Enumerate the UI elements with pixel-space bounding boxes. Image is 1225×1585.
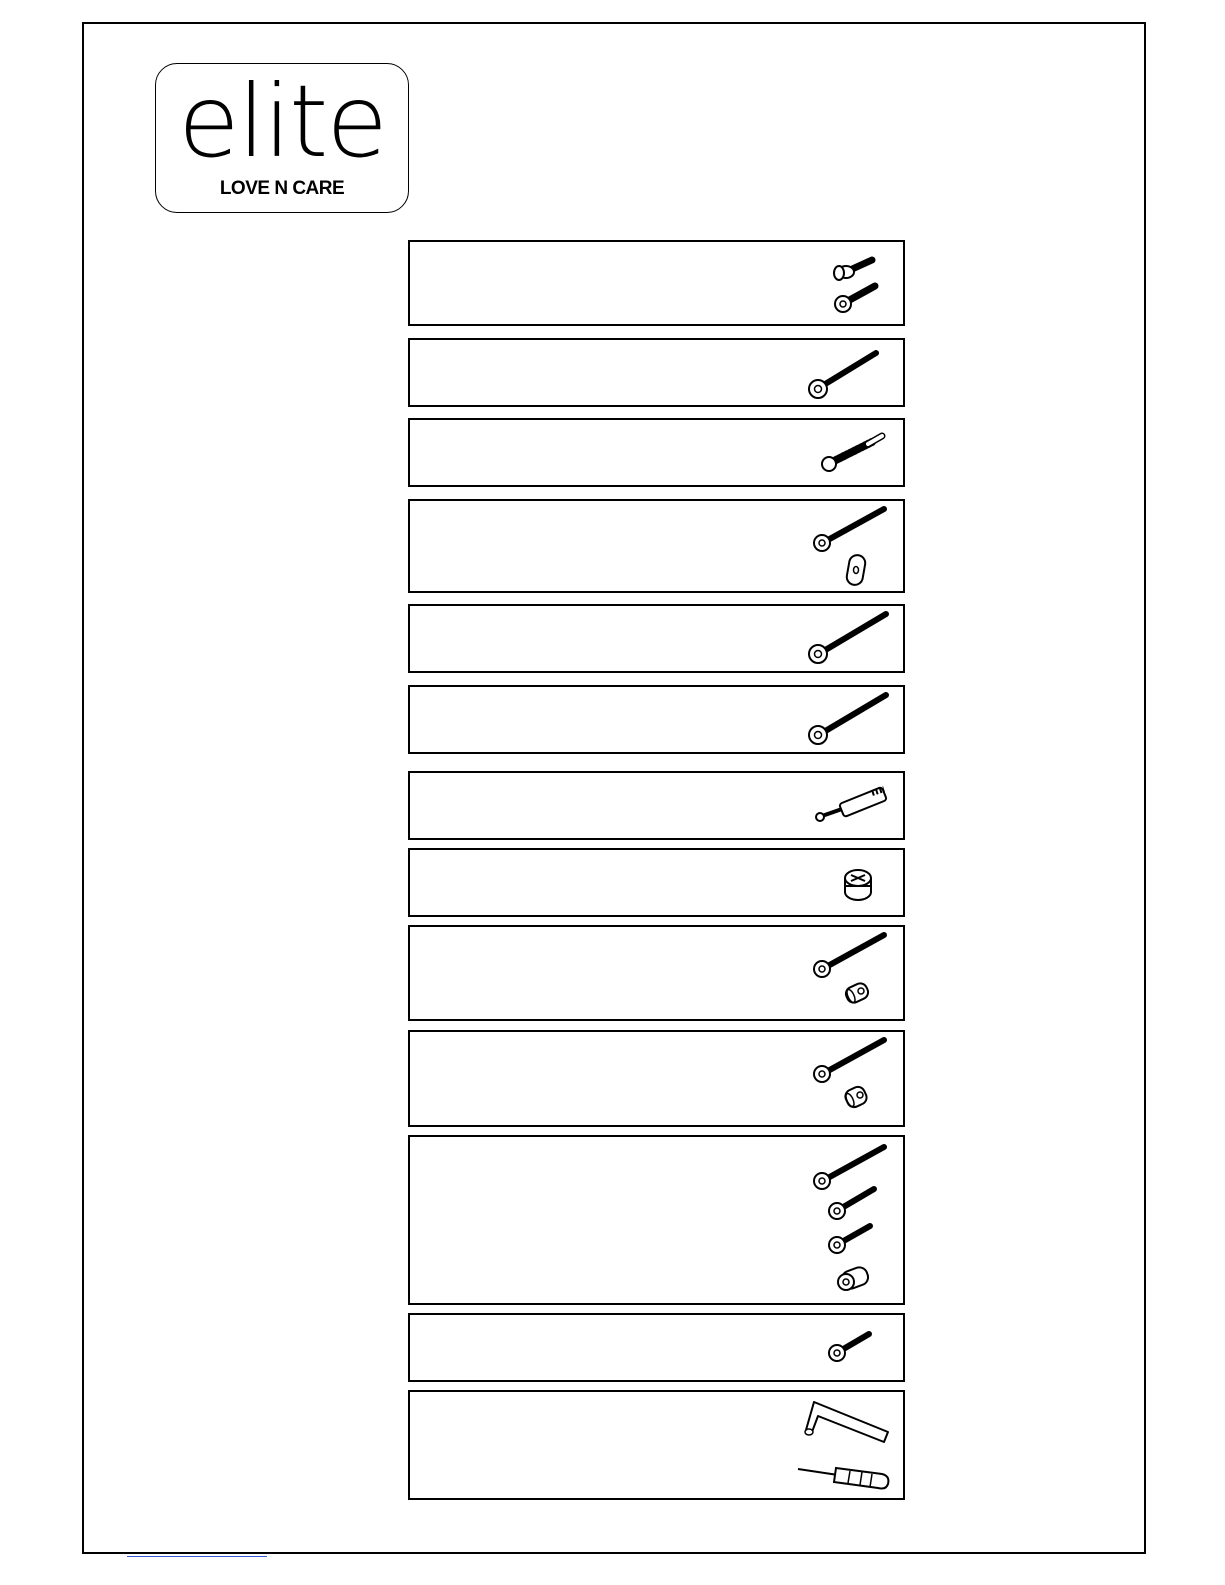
long-bolt-icon <box>814 1040 884 1082</box>
logo-wordmark: elite <box>178 63 386 180</box>
short-bolt-with-washer-icon <box>834 260 872 280</box>
barrel-nut-icon <box>844 981 871 1005</box>
hardware-box <box>408 499 905 593</box>
hardware-box <box>408 1135 905 1305</box>
medium-bolt-icon <box>829 1226 870 1253</box>
hardware-box <box>408 338 905 407</box>
logo-tagline: LOVE N CARE <box>219 178 345 199</box>
hardware-box <box>408 1390 905 1500</box>
short-bolt-icon <box>829 1334 869 1361</box>
barrel-nut-icon <box>843 1085 869 1110</box>
hardware-box <box>408 685 905 754</box>
cam-bolt-icon <box>816 787 887 821</box>
long-bolt-icon <box>809 614 886 663</box>
footer-link-underline[interactable] <box>127 1556 267 1557</box>
threaded-dowel-screw-icon <box>822 436 882 471</box>
hardware-box <box>408 1030 905 1127</box>
hardware-box <box>408 418 905 487</box>
hardware-box <box>408 240 905 326</box>
hardware-box <box>408 1313 905 1382</box>
long-bolt-icon <box>814 935 884 977</box>
long-bolt-icon <box>814 509 884 551</box>
medium-bolt-icon <box>829 1189 874 1219</box>
hardware-box <box>408 771 905 840</box>
oval-washer-icon <box>846 554 867 586</box>
hardware-box <box>408 848 905 917</box>
cam-lock-icon <box>845 870 871 900</box>
hardware-box <box>408 925 905 1021</box>
allen-key-icon <box>805 1402 888 1442</box>
short-bolt-icon <box>835 286 875 312</box>
hardware-box <box>408 604 905 673</box>
long-bolt-icon <box>809 353 876 398</box>
cap-nut-icon <box>838 1265 870 1291</box>
long-bolt-icon <box>809 695 886 744</box>
screwdriver-icon <box>798 1468 888 1489</box>
brand-logo <box>155 63 409 213</box>
long-bolt-icon <box>814 1147 884 1189</box>
